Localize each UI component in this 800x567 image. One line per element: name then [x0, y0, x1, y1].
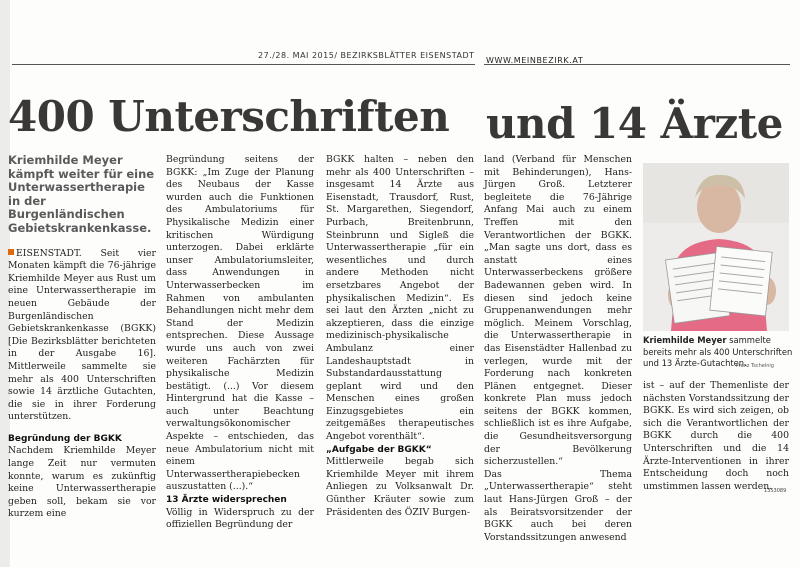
bullet-icon	[8, 249, 14, 255]
caption-name: Kriemhilde Meyer	[643, 335, 727, 345]
column-1	[8, 154, 156, 521]
portrait-illustration	[643, 163, 789, 331]
paragraph-1	[8, 248, 156, 424]
article-code: 1353089	[764, 488, 787, 494]
headline-part-1: 400 Unterschriften	[8, 92, 450, 141]
dateline: EISENSTADT.	[16, 247, 82, 259]
paragraph-9: ist – auf der Themenliste der nächsten Vorstandssitzung der BGKK. Es wird sich zeigen, ob sich die Verantwortlichen der BGKK durch die 400 Unterschriften und die 14 Ärzte-Interventionen in ihrer Entscheidung doch noch umstimmen lassen werden.	[643, 380, 789, 492]
issue-date-line: 27./28. MAI 2015/ BEZIRKSBLÄTTER EISENSTADT	[258, 51, 475, 60]
photo-kriemhilde-meyer	[643, 163, 789, 331]
paragraph-3: Begründung seitens der BGKK: „Im Zuge der Planung des Neubaus der Kasse wurden auch die Funktionen des Ambulatoriums für Physikalische Medizin einer kritischen Würdigung unterzogen. Dabei erklärte unser Ambulatoriumsleiter, dass Anwendungen in Unterwasserbecken im Rahmen von ambulanten Behandlungen nicht mehr dem Stand der Medizin entsprechen. Diese Aussage wurde uns auch von zwei weiteren Fachärzten für physikalische Medizin bestätigt. (...) Vor diesem Hintergrund hat die Kasse – auch unter Beachtung verwaltungsökonomischer Aspekte – entschieden, das neue Ambulatorium nicht mit einem Unterwassertherapiebecken auszustatten (...).“	[166, 154, 314, 493]
photo-credit: Franz Tschelnig	[736, 363, 774, 369]
paragraph-8: Das Thema „Unterwassertherapie“ steht laut Hans-Jürgen Groß – der als Beiratsvorsitzender der BGKK auch bei deren Vorstandssitzungen anwesend	[484, 468, 632, 543]
subheading-begruendung: Begründung der BGKK	[8, 433, 122, 444]
paragraph-1-text: Seit vier Monaten kämpft die 76-jährige Kriemhilde Meyer aus Rust um eine Unterwassertherapie im neuen Gebäude der Burgenländischen Gebietskrankenkasse (BGKK) [Die Bezirksblätter berichteten in der Ausgabe 16]. Mittlerweile sammelte sie mehr als 400 Unterschriften sowie 14 ärztliche Gutachten, die sie in ihrer Forderung unterstützen.	[8, 247, 156, 423]
column-2	[166, 154, 314, 532]
column-4	[484, 154, 632, 544]
caption-text: sammelte bereits mehr als 400 Unterschriften und 13 Ärzte-Gutachten.	[643, 335, 793, 368]
paragraph-5: BGKK halten – neben den mehr als 400 Unterschriften – insgesamt 14 Ärzte aus Eisenstadt, Trausdorf, Rust, St. Margarethen, Siegendorf, Purbach, Breitenbrunn, Steinbrunn und Sigleß die Unterwassertherapie „für ein wesentliches und durch andere Methoden nicht ersetzbares Angebot der physikalischen Medizin“. Es sei laut den Ärzten „nicht zu akzeptieren, dass die einzige medizinisch-physikalische Ambulanz einer Landeshauptstadt in Substandardausstattung geplant wird und den Menschen eines großen Einzugsgebietes ein zeitgemäßes therapeutisches Angebot vorenthält“.	[326, 154, 474, 443]
header-rule-left	[12, 64, 475, 65]
paragraph-7: land (Verband für Menschen mit Behinderungen), Hans-Jürgen Groß. Letzterer begleitete die 76-Jährige Anfang Mai auch zu einem Treffen mit den Verantwortlichen der BGKK. „Man sagte uns dort, dass es anstatt eines Unterwasserbeckens größere Badewannen geben wird. In diesen sind jedoch keine Gruppenanwendungen mehr möglich. Meinem Vorschlag, die Unterwassertherapie in das Eisenstädter Hallenbad zu verlegen, wurde mit der Forderung nach konkreten Plänen entgegnet. Dieser konkrete Plan muss jedoch seitens der BGKK kommen, schließlich ist es ihre Aufgabe, die Gesundheitsversorgung der Bevölkerung sicherzustellen.“	[484, 154, 632, 468]
website-url: WWW.MEINBEZIRK.AT	[486, 56, 584, 65]
subheading-aerzte: 13 Ärzte widersprechen	[166, 495, 287, 506]
subheading-aufgabe: „Aufgabe der BGKK“	[326, 444, 432, 455]
column-5	[643, 380, 789, 493]
headline-part-2: und 14 Ärzte	[486, 99, 783, 148]
column-3	[326, 154, 474, 519]
lead-text: Kriemhilde Meyer kämpft weiter für eine Unterwassertherapie in der Burgenländischen Gebietskrankenkasse.	[8, 153, 155, 235]
paragraph-4: Völlig in Widerspruch zu der offiziellen Begründung der	[166, 506, 314, 531]
paragraph-2: Nachdem Kriemhilde Meyer lange Zeit nur vermuten konnte, warum es zukünftig keine Unterwassertherapie geben soll, bekam sie vor kurzem eine	[8, 445, 156, 520]
paragraph-6: Mittlerweile begab sich Kriemhilde Meyer mit ihrem Anliegen zu Volksanwalt Dr. Günther Kräuter sowie zum Präsidenten des ÖZIV Burgen-	[326, 456, 474, 518]
